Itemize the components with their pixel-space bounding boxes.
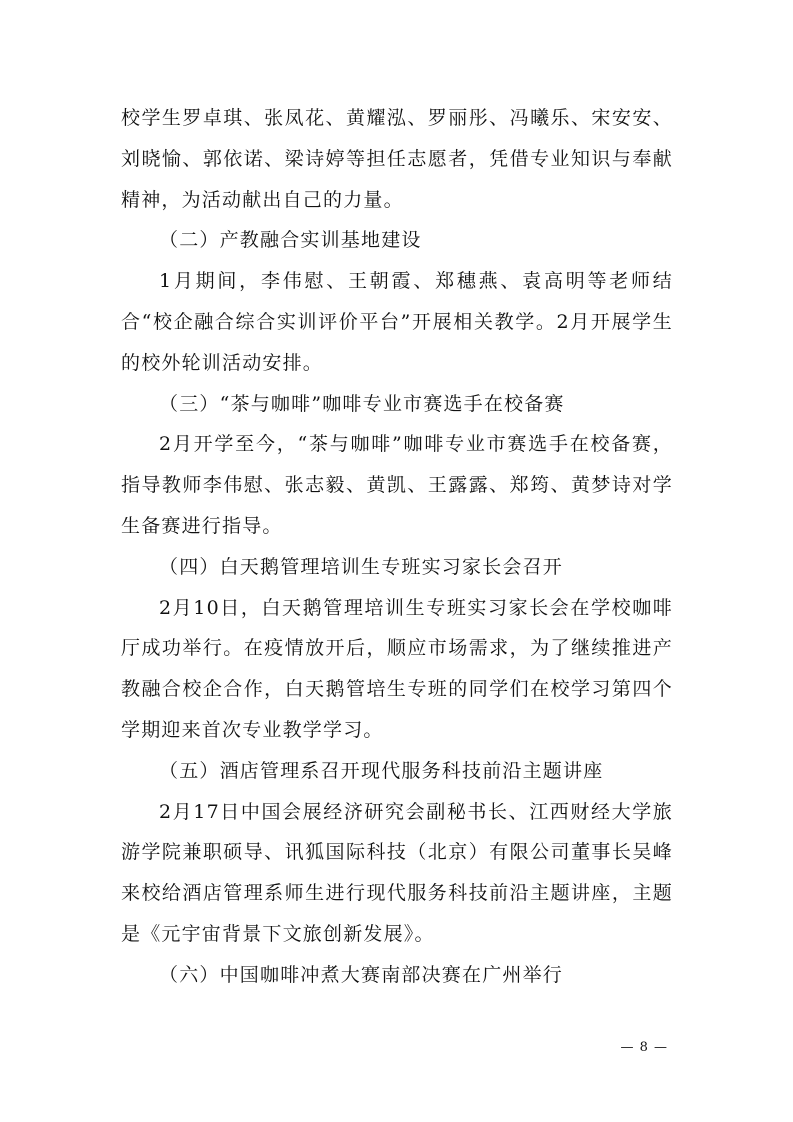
section-heading-5: （五）酒店管理系召开现代服务科技前沿主题讲座 — [159, 759, 604, 782]
section-heading-4: （四）白天鹅管理培训生专班实习家长会召开 — [159, 555, 564, 578]
page-number: — 8 — — [620, 1040, 668, 1055]
paragraph-parents-meeting: 2月10日，白天鹅管理培训生专班实习家长会在学校咖啡厅成功举行。在疫情放开后，顺应市场需求，为了继续推进产教融合校企合作，白天鹅管培生专班的同学们在校学习第四个学期迎来首次专业教学学习。 — [121, 596, 673, 741]
paragraph-training-base: 1月期间，李伟慰、王朝霞、郑穗燕、袁高明等老师结合“校企融合综合实训评价平台”开展相关教学。2月开展学生的校外轮训活动安排。 — [121, 270, 673, 374]
paragraph-volunteers: 校学生罗卓琪、张凤花、黄耀泓、罗丽彤、冯曦乐、宋安安、刘晓愉、郭依诺、梁诗婷等担任志愿者，凭借专业知识与奉献精神，为活动献出自己的力量。 — [121, 107, 673, 211]
paragraph-lecture: 2月17日中国会展经济研究会副秘书长、江西财经大学旅游学院兼职硕导、讯狐国际科技（北京）有限公司董事长吴峰来校给酒店管理系师生进行现代服务科技前沿主题讲座，主题是《元宇宙背景下文旅创新发展》。 — [121, 800, 673, 945]
section-heading-6: （六）中国咖啡冲煮大赛南部决赛在广州举行 — [159, 963, 564, 986]
paragraph-competition-prep: 2月开学至今，“茶与咖啡”咖啡专业市赛选手在校备赛，指导教师李伟慰、张志毅、黄凯、王露露、郑筠、黄梦诗对学生备赛进行指导。 — [121, 433, 673, 537]
section-heading-3: （三）“茶与咖啡”咖啡专业市赛选手在校备赛 — [159, 392, 565, 415]
document-body — [121, 98, 673, 996]
section-heading-2: （二）产教融合实训基地建设 — [159, 229, 422, 252]
